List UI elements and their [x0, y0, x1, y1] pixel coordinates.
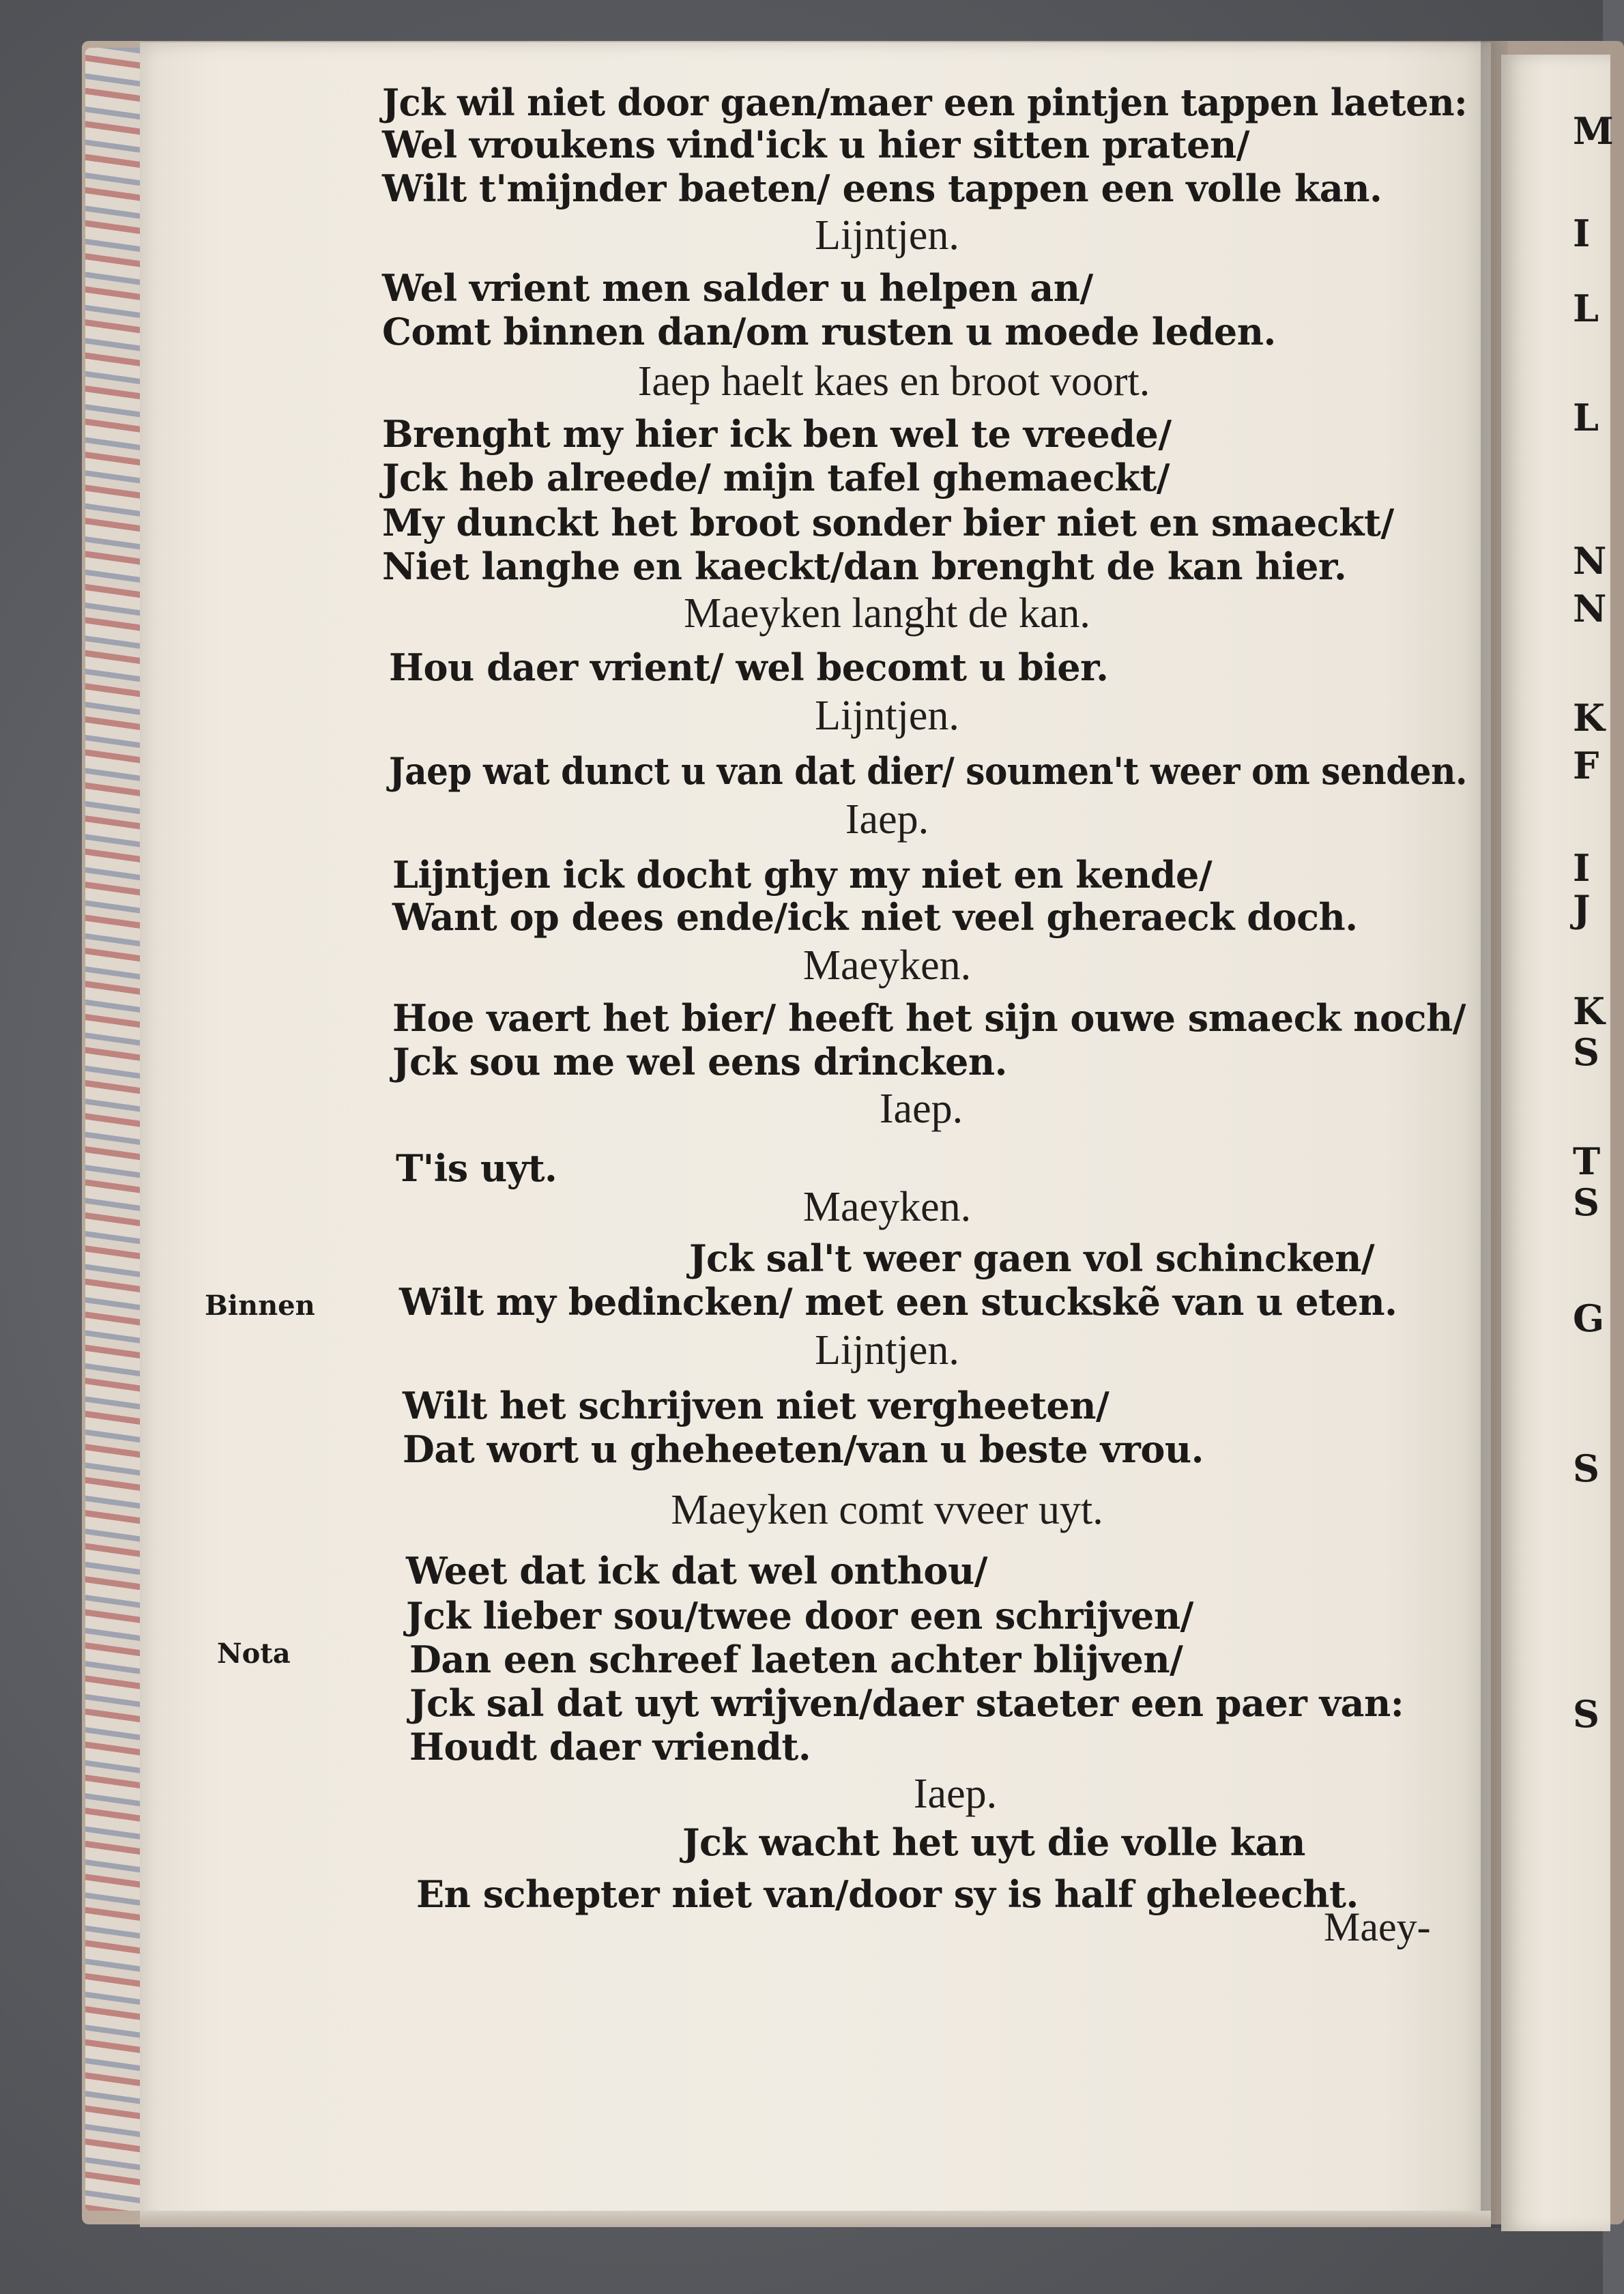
edge-letter: L	[1573, 287, 1599, 330]
verse-line: Want op dees ende/ick niet veel gheraeck doch.	[392, 895, 1358, 939]
speaker-heading: Maeyken.	[802, 1184, 972, 1230]
verse-line: Houdt daer vriendt.	[409, 1725, 811, 1769]
edge-letter: K	[1573, 989, 1605, 1033]
verse-line: Wilt my bedincken/ met een stuckskẽ van u eten.	[399, 1280, 1397, 1324]
edge-letter: F	[1573, 744, 1599, 787]
margin-note-nota: Nota	[217, 1638, 291, 1670]
verse-line: Niet langhe en kaeckt/dan brenght de kan hier.	[382, 545, 1347, 588]
verse-line: Wel vroukens vind'ick u hier sitten praten/	[382, 123, 1249, 166]
edge-letter: S	[1573, 1030, 1599, 1074]
speaker-heading: Maeyken.	[802, 942, 972, 989]
page-bottom-edge	[140, 2211, 1491, 2227]
verse-line: Hoe vaert het bier/ heeft het sijn ouwe smaeck noch/	[392, 996, 1466, 1040]
catchword: Maey-	[1324, 1904, 1431, 1949]
speaker-heading: Iaep haelt kaes en broot voort.	[637, 358, 1150, 405]
verse-line: Wel vrient men salder u helpen an/	[382, 266, 1093, 310]
margin-note-binnen: Binnen	[205, 1290, 315, 1322]
edge-letter: I	[1573, 212, 1591, 255]
edge-letter: N	[1573, 539, 1607, 583]
verse-line: Jck sou me wel eens drincken.	[392, 1040, 1007, 1084]
verse-line: Jck lieber sou/twee door een schrijven/	[406, 1594, 1193, 1638]
speaker-heading: Lijntjen.	[815, 1327, 959, 1374]
verse-line: Wilt t'mijnder baeten/ eens tappen een volle kan.	[382, 166, 1382, 210]
edge-letter: J	[1573, 887, 1591, 931]
speaker-heading: Iaep.	[913, 1771, 998, 1817]
verse-line: My dunckt het broot sonder bier niet en smaeckt/	[382, 501, 1394, 545]
speaker-heading: Maeyken comt vveer uyt.	[671, 1487, 1103, 1533]
verse-line: Lijntjen ick docht ghy my niet en kende/	[392, 853, 1213, 897]
verse-line: T'is uyt.	[396, 1146, 557, 1190]
edge-letter: G	[1573, 1296, 1605, 1340]
verse-line: Weet dat ick dat wel onthou/	[406, 1549, 987, 1593]
verse-line: Dan een schreef laeten achter blijven/	[409, 1638, 1183, 1681]
edge-letter: I	[1573, 846, 1591, 890]
edge-letter: S	[1573, 1447, 1599, 1490]
verse-line: Hou daer vrient/ wel becomt u bier.	[389, 645, 1109, 689]
verse-line: Dat wort u gheheeten/van u beste vrou.	[403, 1427, 1204, 1471]
verse-line: Jaep wat dunct u van dat dier/ soumen't weer om senden.	[389, 749, 1467, 793]
verse-line: Wilt het schrijven niet vergheeten/	[403, 1384, 1110, 1427]
edge-letter: M	[1573, 109, 1614, 153]
speaker-heading: Lijntjen.	[815, 212, 959, 259]
edge-letter: S	[1573, 1692, 1599, 1736]
verse-line: Comt binnen dan/om rusten u moede leden.	[382, 310, 1276, 353]
verse-line: Jck wil niet door gaen/maer een pintjen tappen laeten:	[382, 81, 1468, 124]
edge-letter: T	[1573, 1139, 1601, 1183]
edge-letter: S	[1573, 1180, 1599, 1224]
edge-letter: L	[1573, 396, 1599, 439]
verse-line: Jck wacht het uyt die volle kan	[682, 1820, 1305, 1864]
speaker-heading: Iaep.	[879, 1086, 963, 1132]
verse-line: Jck heb alreede/ mijn tafel ghemaeckt/	[382, 456, 1170, 499]
speaker-heading: Maeyken langht de kan.	[684, 590, 1090, 637]
verse-line: Jck sal dat uyt wrijven/daer staeter een paer van:	[409, 1681, 1404, 1725]
verse-line: Brenght my hier ick ben wel te vreede/	[382, 412, 1172, 456]
verse-line: Jck sal't weer gaen vol schincken/	[689, 1236, 1375, 1280]
speaker-heading: Iaep.	[845, 796, 929, 843]
edge-letter: N	[1573, 587, 1607, 630]
edge-letter: K	[1573, 696, 1605, 740]
verse-line: En schepter niet van/door sy is half gheleecht.	[416, 1872, 1359, 1916]
speaker-heading: Lijntjen.	[815, 693, 959, 739]
